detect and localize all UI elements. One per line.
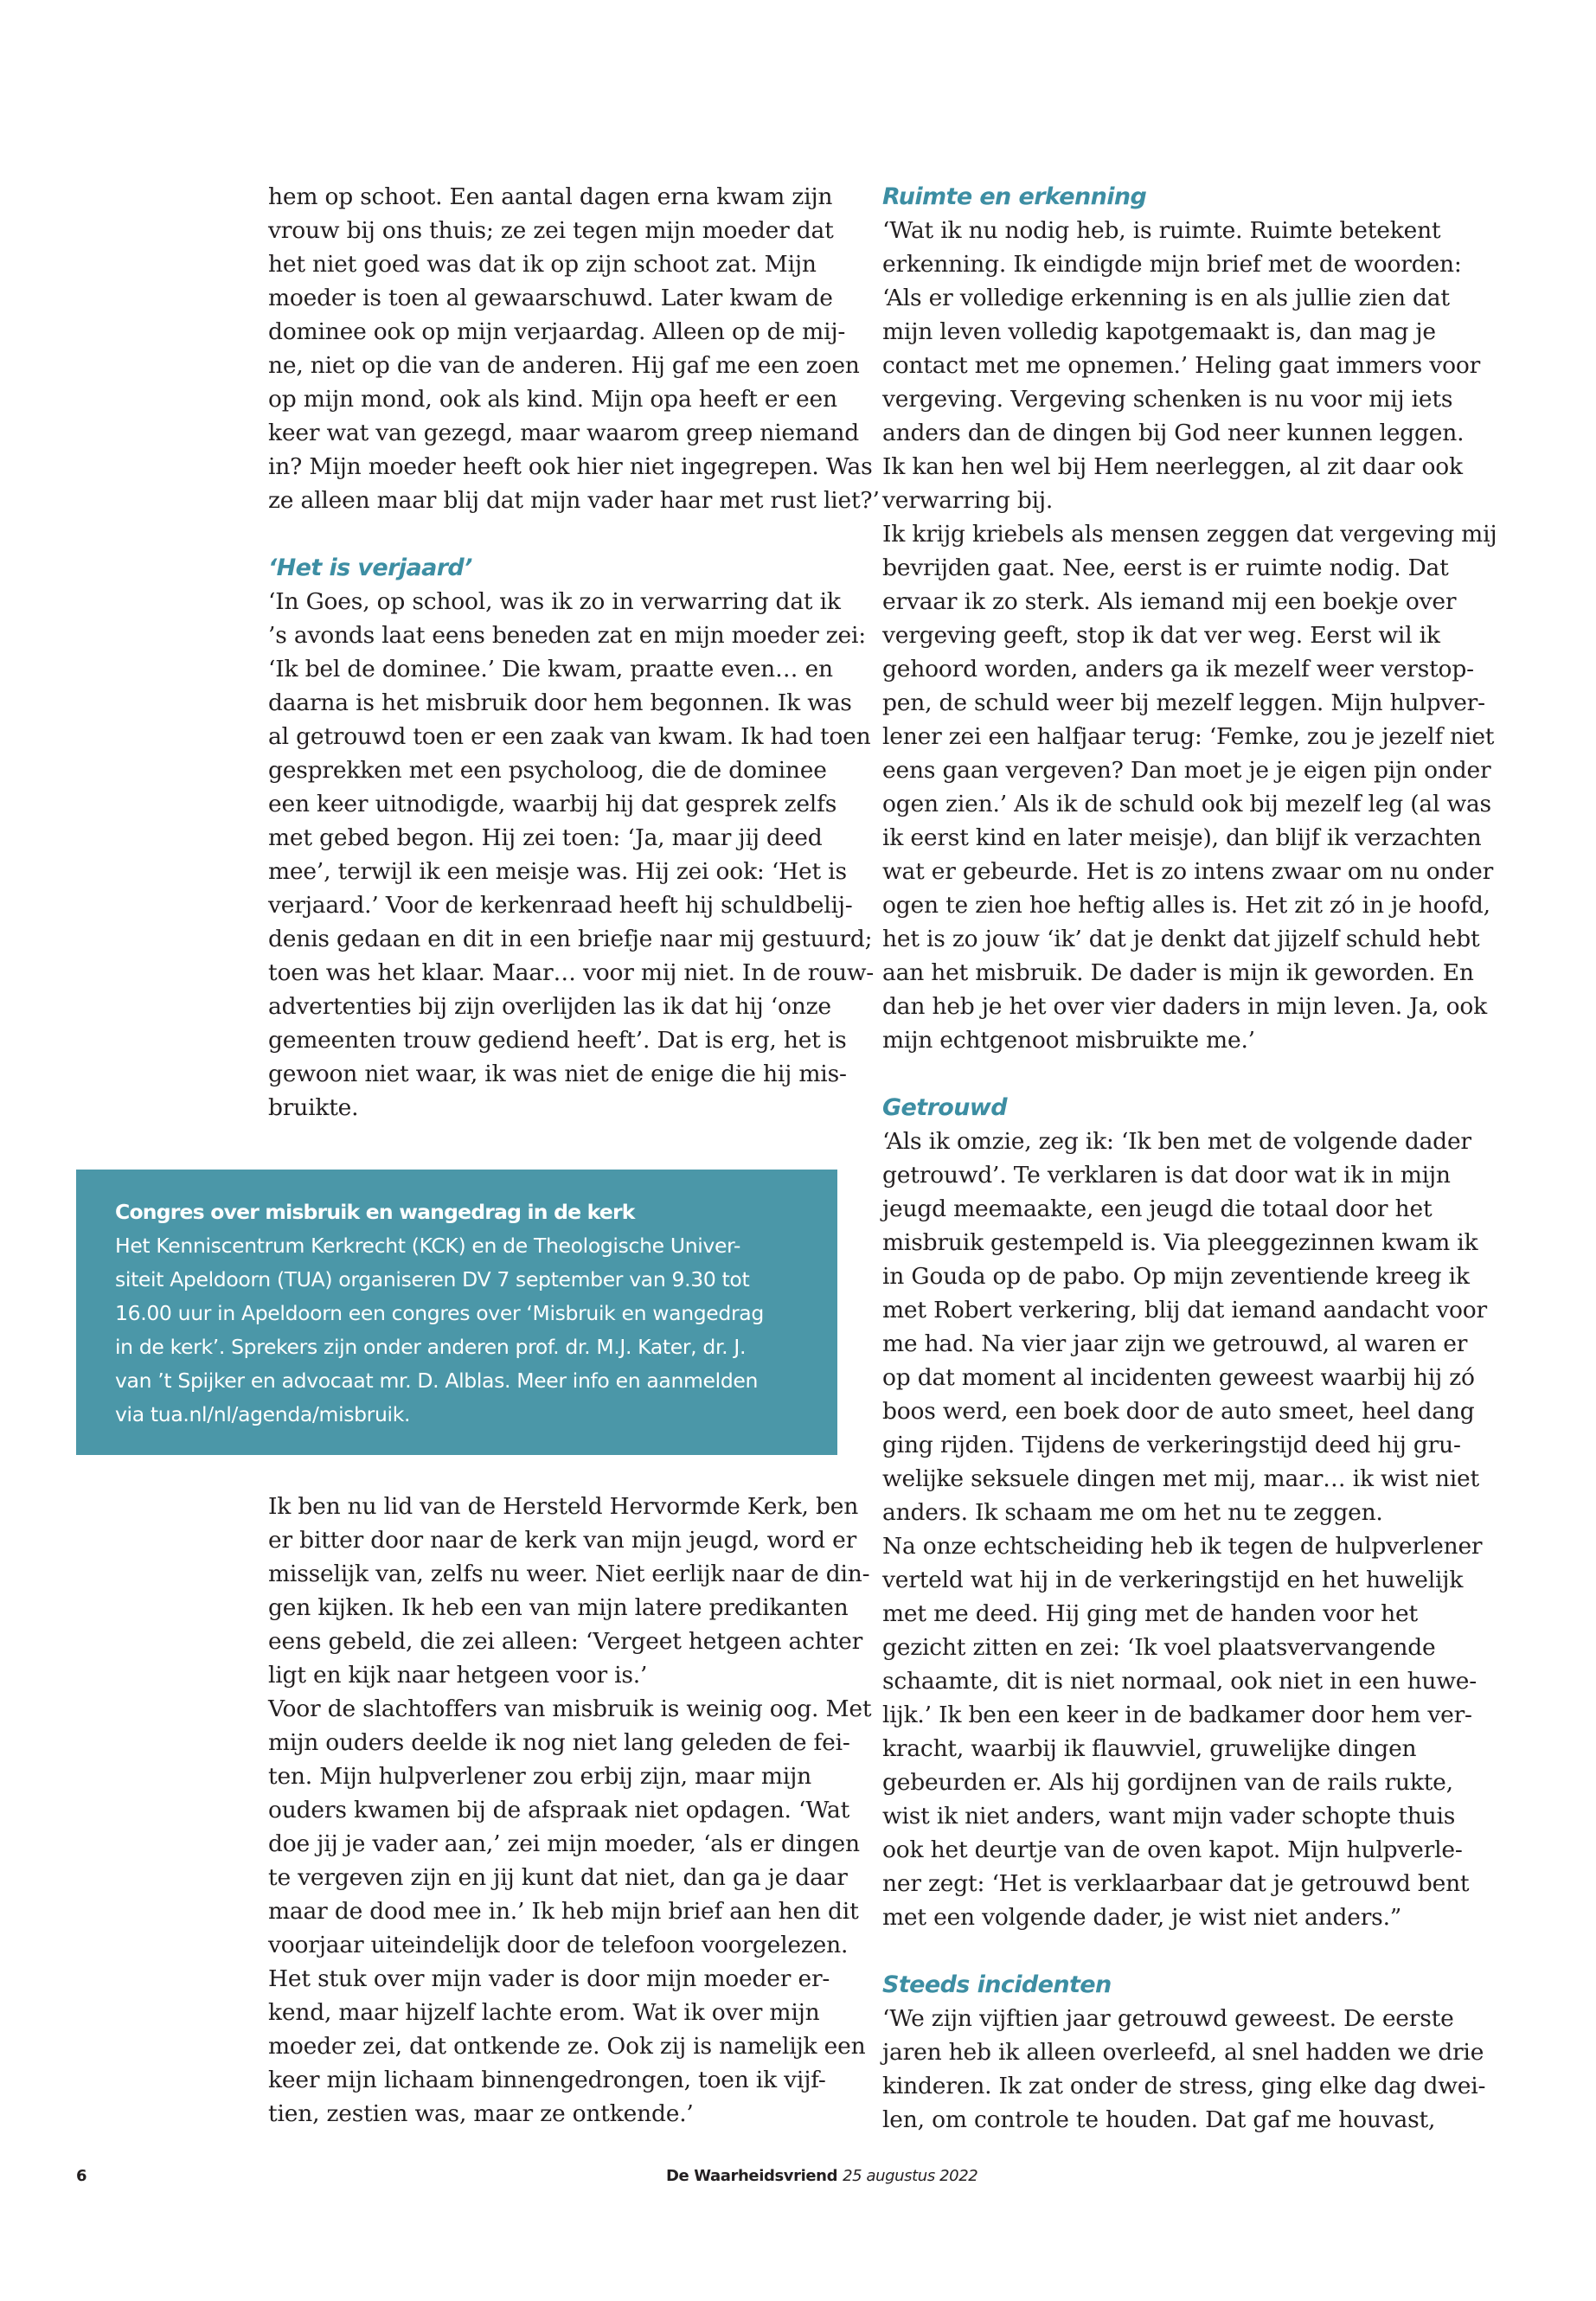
- text-line: vergeving geeft, stop ik dat ver weg. Eerst wil ik: [882, 622, 1440, 649]
- text-line: wist ik niet anders, want mijn vader schopte thuis: [882, 1803, 1456, 1830]
- text-line: getrouwd’. Te verklaren is dat door wat ik in mijn: [882, 1162, 1451, 1189]
- text-line: contact met me opnemen.’ Heling gaat immers voor: [882, 352, 1481, 379]
- text-line: op dat moment al incidenten geweest waarbij hij zó: [882, 1364, 1475, 1391]
- section-heading: Getrouwd: [882, 1094, 1007, 1121]
- text-line: hem op schoot. Een aantal dagen erna kwam zijn: [268, 183, 833, 210]
- text-line: keer mijn lichaam binnengedrongen, toen ik vijf-: [268, 2067, 826, 2093]
- section-heading: Steeds incidenten: [882, 1971, 1112, 1998]
- text-line: misbruik gestempeld is. Via pleeggezinnen kwam ik: [882, 1229, 1478, 1256]
- text-line: anders dan de dingen bij God neer kunnen leggen.: [882, 420, 1465, 446]
- text-line: me had. Na vier jaar zijn we getrouwd, al waren er: [882, 1330, 1468, 1357]
- text-line: gewoon niet waar, ik was niet de enige die hij mis-: [268, 1061, 847, 1087]
- text-line: er bitter door naar de kerk van mijn jeugd, word er: [268, 1527, 857, 1554]
- section-heading-het-is-verjaard: ‘Het is verjaard’: [268, 554, 472, 581]
- text-line: met gebed begon. Hij zei toen: ‘Ja, maar jij deed: [268, 824, 823, 851]
- text-line: wat er gebeurde. Het is zo intens zwaar om nu onder: [882, 858, 1494, 885]
- text-line: het niet goed was dat ik op zijn schoot zat. Mijn: [268, 251, 817, 278]
- text-line: Het stuk over mijn vader is door mijn moeder er-: [268, 1965, 830, 1992]
- text-line: ‘Als ik omzie, zeg ik: ‘Ik ben met de volgende dader: [882, 1128, 1471, 1155]
- intro-paragraph: [268, 180, 880, 517]
- text-line: bevrijden gaat. Nee, eerst is er ruimte nodig. Dat: [882, 554, 1449, 581]
- text-line: dominee ook op mijn verjaardag. Alleen op de mij-: [268, 318, 846, 345]
- text-line: gehoord worden, anders ga ik mezelf weer verstop-: [882, 656, 1474, 683]
- text-line: met Robert verkering, blij dat iemand aandacht voor: [882, 1297, 1487, 1324]
- text-line: welijke seksuele dingen met mij, maar… ik wist niet: [882, 1465, 1479, 1492]
- right-column: [882, 180, 1497, 2137]
- spacer: [268, 517, 856, 551]
- text-line: verjaard.’ Voor de kerkenraad heeft hij schuldbelij-: [268, 892, 853, 919]
- text-line: moeder zei, dat ontkende ze. Ook zij is namelijk een: [268, 2033, 866, 2060]
- text-line: gesprekken met een psycholoog, die de dominee: [268, 757, 827, 784]
- info-box-line: Het Kenniscentrum Kerkrecht (KCK) en de Theologische Univer-: [115, 1234, 741, 1258]
- left-bottom-body: [268, 1490, 872, 2131]
- text-line: Ik kan hen wel bij Hem neerleggen, al zit daar ook: [882, 453, 1463, 480]
- text-line: ging rijden. Tijdens de verkeringstijd deed hij gru-: [882, 1432, 1461, 1458]
- section-body: [882, 2002, 1486, 2137]
- text-line: len, om controle te houden. Dat gaf me houvast,: [882, 2106, 1436, 2133]
- text-line: ‘In Goes, op school, was ik zo in verwarring dat ik: [268, 588, 841, 615]
- text-line: ‘Ik bel de dominee.’ Die kwam, praatte even… en: [268, 656, 833, 683]
- text-line: bruikte.: [268, 1094, 359, 1121]
- text-line: jeugd meemaakte, een jeugd die totaal door het: [882, 1195, 1433, 1222]
- text-line: Voor de slachtoffers van misbruik is weinig oog. Met: [268, 1695, 872, 1722]
- text-line: in? Mijn moeder heeft ook hier niet ingegrepen. Was: [268, 453, 873, 480]
- page-number: 6: [76, 2167, 87, 2185]
- text-line: ervaar ik zo sterk. Als iemand mij een boekje over: [882, 588, 1457, 615]
- text-line: Ik ben nu lid van de Hersteld Hervormde Kerk, ben: [268, 1493, 859, 1520]
- text-line: met een volgende dader, je wist niet anders.”: [882, 1904, 1402, 1931]
- section-body-het-is-verjaard: [268, 585, 875, 1125]
- text-line: daarna is het misbruik door hem begonnen. Ik was: [268, 689, 852, 716]
- text-line: verteld wat hij in de verkeringstijd en het huwelijk: [882, 1567, 1464, 1593]
- text-line: doe jij je vader aan,’ zei mijn moeder, ‘als er dingen: [268, 1830, 860, 1857]
- text-line: ogen te zien hoe heftig alles is. Het zit zó in je hoofd,: [882, 892, 1490, 919]
- text-line: denis gedaan en dit in een briefje naar mij gestuurd;: [268, 926, 873, 952]
- text-line: in Gouda op de pabo. Op mijn zeventiende kreeg ik: [882, 1263, 1470, 1290]
- text-line: eens gebeld, die zei alleen: ‘Vergeet hetgeen achter: [268, 1628, 863, 1655]
- info-box-line: via tua.nl/nl/agenda/misbruik.: [115, 1402, 411, 1426]
- text-line: tien, zestien was, maar ze ontkende.’: [268, 2100, 694, 2127]
- left-column-bottom: [268, 1490, 872, 2131]
- text-line: Ik krijg kriebels als mensen zeggen dat vergeving mij: [882, 521, 1497, 548]
- text-line: gebeurden er. Als hij gordijnen van de rails rukte,: [882, 1769, 1453, 1796]
- left-column-top: [268, 180, 880, 1125]
- text-line: Na onze echtscheiding heb ik tegen de hulpverlener: [882, 1533, 1483, 1560]
- info-box-line: van ’t Spijker en advocaat mr. D. Alblas. Meer info en aanmelden: [115, 1368, 759, 1393]
- text-line: ‘Als er volledige erkenning is en als jullie zien dat: [882, 285, 1450, 311]
- text-line: een keer uitnodigde, waarbij hij dat gesprek zelfs: [268, 791, 837, 817]
- text-line: verwarring bij.: [882, 487, 1054, 514]
- text-line: lijk.’ Ik ben een keer in de badkamer door hem ver-: [882, 1702, 1472, 1728]
- section-body: [882, 1125, 1487, 1934]
- info-box-title: Congres over misbruik en wangedrag in de kerk: [115, 1200, 635, 1224]
- text-line: op mijn mond, ook als kind. Mijn opa heeft er een: [268, 386, 837, 413]
- text-line: vergeving. Vergeving schenken is nu voor mij iets: [882, 386, 1453, 413]
- text-line: toen was het klaar. Maar… voor mij niet. In de rouw-: [268, 959, 875, 986]
- text-line: anders. Ik schaam me om het nu te zeggen.: [882, 1499, 1383, 1526]
- text-line: mijn ouders deelde ik nog niet lang geleden de fei-: [268, 1729, 850, 1756]
- text-line: pen, de schuld weer bij mezelf leggen. Mijn hulpver-: [882, 689, 1485, 716]
- text-line: kend, maar hijzelf lachte erom. Wat ik over mijn: [268, 1999, 820, 2026]
- text-line: gen kijken. Ik heb een van mijn latere predikanten: [268, 1594, 849, 1621]
- text-line: ik eerst kind en later meisje), dan blijf ik verzachten: [882, 824, 1482, 851]
- text-line: vrouw bij ons thuis; ze zei tegen mijn moeder dat: [268, 217, 834, 244]
- congress-info-box: [76, 1170, 837, 1455]
- text-line: maar de dood mee in.’ Ik heb mijn brief aan hen dit: [268, 1898, 859, 1925]
- spacer: [882, 1934, 1462, 1968]
- footer-publication: [666, 2167, 977, 2185]
- text-line: advertenties bij zijn overlijden las ik dat hij ‘onze: [268, 993, 831, 1020]
- text-line: ogen zien.’ Als ik de schuld ook bij mezelf leg (al was: [882, 791, 1491, 817]
- text-line: ner zegt: ‘Het is verklaarbaar dat je getrouwd bent: [882, 1870, 1470, 1897]
- text-line: het is zo jouw ‘ik’ dat je denkt dat jijzelf schuld hebt: [882, 926, 1480, 952]
- info-box-line: siteit Apeldoorn (TUA) organiseren DV 7 september van 9.30 tot: [115, 1267, 750, 1292]
- info-box-line: in de kerk’. Sprekers zijn onder anderen prof. dr. M.J. Kater, dr. J.: [115, 1335, 747, 1359]
- text-line: keer wat van gezegd, maar waarom greep niemand: [268, 420, 860, 446]
- text-line: al getrouwd toen er een zaak van kwam. Ik had toen: [268, 723, 871, 750]
- text-line: gezicht zitten en zei: ‘Ik voel plaatsvervangende: [882, 1634, 1436, 1661]
- publication-date: 25 augustus 2022: [843, 2167, 978, 2185]
- text-line: aan het misbruik. De dader is mijn ik geworden. En: [882, 959, 1474, 986]
- text-line: erkenning. Ik eindigde mijn brief met de woorden:: [882, 251, 1462, 278]
- page-footer: [0, 2167, 1596, 2202]
- text-line: lener zei een halfjaar terug: ‘Femke, zou je jezelf niet: [882, 723, 1495, 750]
- text-line: mijn echtgenoot misbruikte me.’: [882, 1027, 1255, 1054]
- text-line: mee’, terwijl ik een meisje was. Hij zei ook: ‘Het is: [268, 858, 847, 885]
- text-line: kinderen. Ik zat onder de stress, ging elke dag dwei-: [882, 2073, 1486, 2099]
- text-line: ‘Wat ik nu nodig heb, is ruimte. Ruimte betekent: [882, 217, 1441, 244]
- text-line: mijn leven volledig kapotgemaakt is, dan mag je: [882, 318, 1436, 345]
- text-line: te vergeven zijn en jij kunt dat niet, dan ga je daar: [268, 1864, 848, 1891]
- text-line: kracht, waarbij ik flauwviel, gruwelijke dingen: [882, 1735, 1417, 1762]
- text-line: misselijk van, zelfs nu weer. Niet eerlijk naar de din-: [268, 1561, 870, 1587]
- publication-name: De Waarheidsvriend: [666, 2167, 838, 2185]
- text-line: moeder is toen al gewaarschuwd. Later kwam de: [268, 285, 833, 311]
- text-line: ook het deurtje van de oven kapot. Mijn hulpverle-: [882, 1836, 1463, 1863]
- section-heading: Ruimte en erkenning: [882, 183, 1147, 210]
- text-line: dan heb je het over vier daders in mijn leven. Ja, ook: [882, 993, 1487, 1020]
- text-line: ze alleen maar blij dat mijn vader haar met rust liet?’: [268, 487, 880, 514]
- text-line: met me deed. Hij ging met de handen voor het: [882, 1600, 1418, 1627]
- text-line: ligt en kijk naar hetgeen voor is.’: [268, 1662, 648, 1689]
- text-line: schaamte, dit is niet normaal, ook niet in een huwe-: [882, 1668, 1477, 1695]
- section-body: [882, 214, 1497, 1057]
- text-line: gemeenten trouw gediend heeft’. Dat is erg, het is: [268, 1027, 847, 1054]
- info-box-line: 16.00 uur in Apeldoorn een congres over ‘Misbruik en wangedrag: [115, 1301, 764, 1325]
- text-line: ouders kwamen bij de afspraak niet opdagen. ‘Wat: [268, 1797, 850, 1823]
- text-line: ’s avonds laat eens beneden zat en mijn moeder zei:: [268, 622, 867, 649]
- text-line: jaren heb ik alleen overleefd, al snel hadden we drie: [882, 2039, 1484, 2066]
- info-box-body: [115, 1229, 837, 1432]
- text-line: ‘We zijn vijftien jaar getrouwd geweest. De eerste: [882, 2005, 1454, 2032]
- text-line: ne, niet op die van de anderen. Hij gaf me een zoen: [268, 352, 860, 379]
- text-line: boos werd, een boek door de auto smeet, heel dang: [882, 1398, 1475, 1425]
- text-line: eens gaan vergeven? Dan moet je je eigen pijn onder: [882, 757, 1491, 784]
- text-line: voorjaar uiteindelijk door de telefoon voorgelezen.: [268, 1932, 849, 1958]
- text-line: ten. Mijn hulpverlener zou erbij zijn, maar mijn: [268, 1763, 811, 1790]
- spacer: [882, 1057, 1462, 1091]
